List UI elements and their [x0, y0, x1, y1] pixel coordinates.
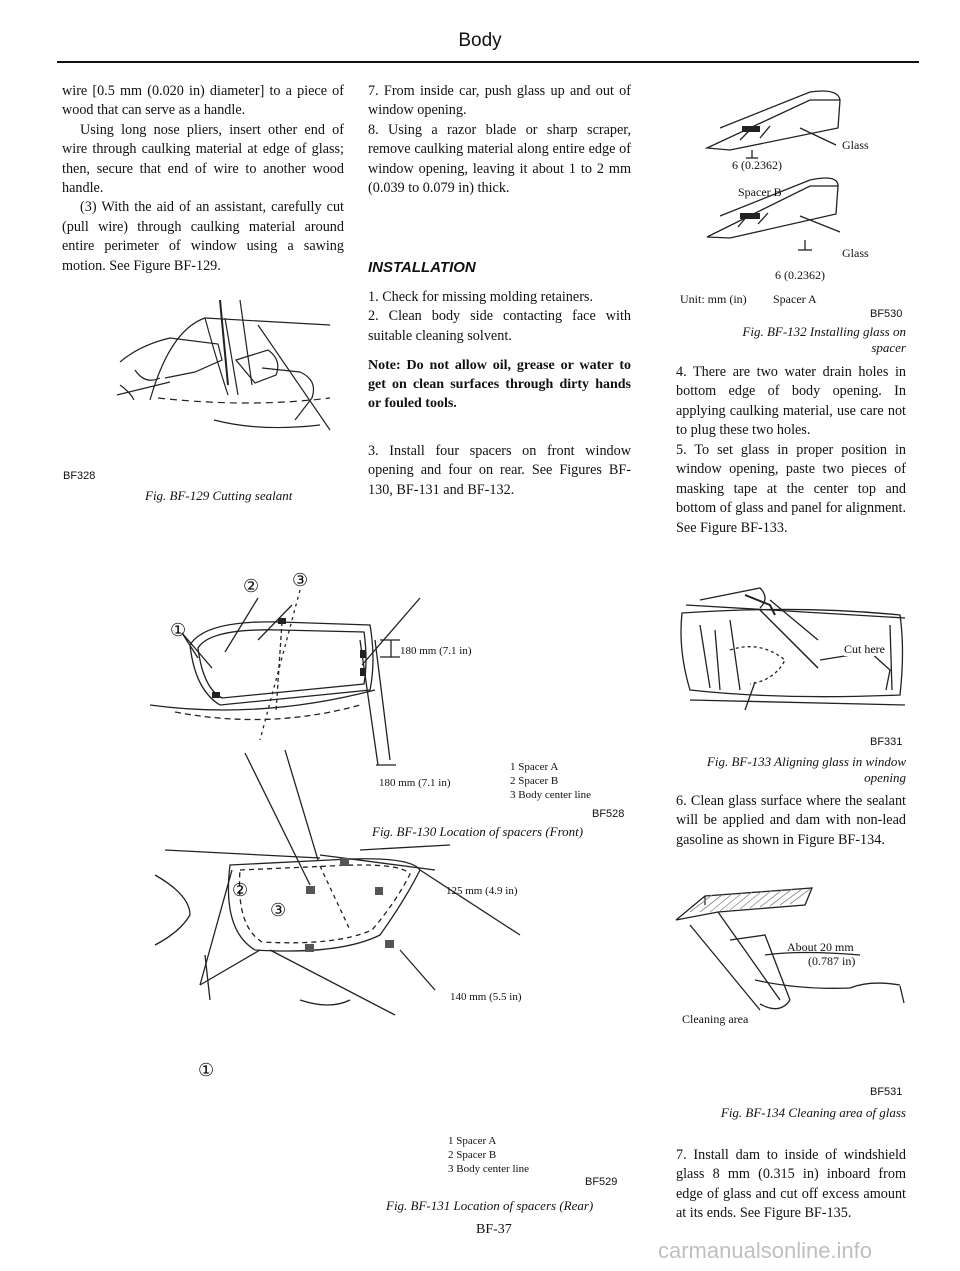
callout-2: ②: [243, 576, 260, 596]
dimension-right: 140 mm (5.5 in): [450, 991, 522, 1003]
paragraph: wire [0.5 mm (0.020 in) diameter] to a piece of wood that can serve as a handle.: [62, 83, 344, 119]
about-label: About 20 mm: [787, 940, 854, 954]
cleaning-area-label: Cleaning area: [682, 1012, 749, 1026]
step-6-text: 6. Clean glass surface where the sealant will be applied and dam with non-lead gasoline as shown in Figure BF-134.: [676, 793, 906, 848]
installation-heading: INSTALLATION: [368, 259, 476, 276]
install-step-2: 2. Clean body side contacting face with suitable cleaning solvent.: [368, 308, 631, 344]
callout-3: ③: [270, 900, 287, 920]
callout-2: ②: [232, 880, 249, 900]
legend-item: 3 Body center line: [448, 1163, 529, 1175]
spacer-a-label: Spacer A: [773, 292, 817, 306]
page-number: BF-37: [476, 1222, 512, 1237]
dimension-label: 6 (0.2362): [732, 158, 782, 172]
legend-item: 1 Spacer A: [448, 1135, 497, 1147]
dimension-top: 125 mm (4.9 in): [446, 885, 518, 897]
step-5-text: 5. To set glass in proper position in window opening, paste two pieces of masking tape at the center top and bottom of glass and panel for alignment. See Figure BF-133.: [676, 442, 906, 536]
legend-item: 2 Spacer B: [510, 775, 559, 787]
figure-caption: Fig. BF-129 Cutting sealant: [145, 488, 293, 503]
figure-code: BF531: [870, 1086, 903, 1098]
figure-caption: Fig. BF-130 Location of spacers (Front): [372, 824, 584, 839]
figure-code: BF331: [870, 736, 903, 748]
legend-item: 3 Body center line: [510, 789, 591, 801]
step-7: [676, 1146, 906, 1224]
install-step-3-text: 3. Install four spacers on front window opening and four on rear. See Figures BF-130, BF-131 and BF-132.: [368, 443, 631, 498]
page-header: Body: [458, 30, 502, 51]
legend-item: 2 Spacer B: [448, 1149, 497, 1161]
dimension-label: 6 (0.2362): [775, 268, 825, 282]
callout-3: ③: [292, 570, 309, 590]
figure-caption: Fig. BF-134 Cleaning area of glass: [720, 1105, 906, 1120]
figure-caption: Fig. BF-131 Location of spacers (Rear): [386, 1198, 594, 1213]
figure-caption: Fig. BF-133 Aligning glass in window opening: [706, 754, 906, 785]
glass-label: Glass: [842, 246, 869, 260]
paragraph: (3) With the aid of an assistant, carefully cut (pull wire) through caulking material around entire perimeter of window using a sawing motion. See Figure BF-129.: [62, 199, 344, 274]
spacer-b-label: Spacer B: [738, 185, 782, 199]
callout-1: ①: [198, 1060, 215, 1080]
dimension-bottom: 180 mm (7.1 in): [379, 777, 451, 789]
figure-code: BF529: [585, 1176, 618, 1188]
watermark: carmanualsonline.info: [658, 1238, 873, 1263]
legend-item: 1 Spacer A: [510, 761, 559, 773]
step-4-text: 4. There are two water drain holes in bottom edge of body opening. In applying caulking material, use care not to plug these two holes.: [676, 364, 906, 439]
unit-label: Unit: mm (in): [680, 292, 747, 306]
install-step-1: 1. Check for missing molding retainers.: [368, 289, 593, 305]
about-label-in: (0.787 in): [808, 954, 856, 968]
step-7: 7. From inside car, push glass up and out of window opening.: [368, 83, 631, 119]
glass-label: Glass: [842, 138, 869, 152]
figure-caption: Fig. BF-132 Installing glass on spacer: [742, 324, 906, 355]
cut-here-label: Cut here: [844, 642, 885, 656]
step-8: 8. Using a razor blade or sharp scraper, remove caulking material along entire edge of window opening, leaving it about 1 to 2 mm (0.039 to 0.079 in) thick.: [368, 121, 631, 197]
callout-1: ①: [170, 620, 187, 640]
figure-code: BF530: [870, 308, 903, 320]
step-7-text: 7. Install dam to inside of windshield glass 8 mm (0.315 in) inboard from edge of glass and cut off excess amount at its ends. See Figure BF-135.: [676, 1147, 906, 1222]
dimension-top: 180 mm (7.1 in): [400, 645, 472, 657]
figure-code: BF528: [592, 808, 625, 820]
note-text: Note: Do not allow oil, grease or water to get on clean surfaces through dirty hands or fouled tools.: [368, 358, 631, 411]
figure-code: BF328: [63, 470, 96, 482]
paragraph: Using long nose pliers, insert other end of wire through caulking material at edge of glass; then, secure that end of wire to another wood handle.: [62, 121, 344, 197]
